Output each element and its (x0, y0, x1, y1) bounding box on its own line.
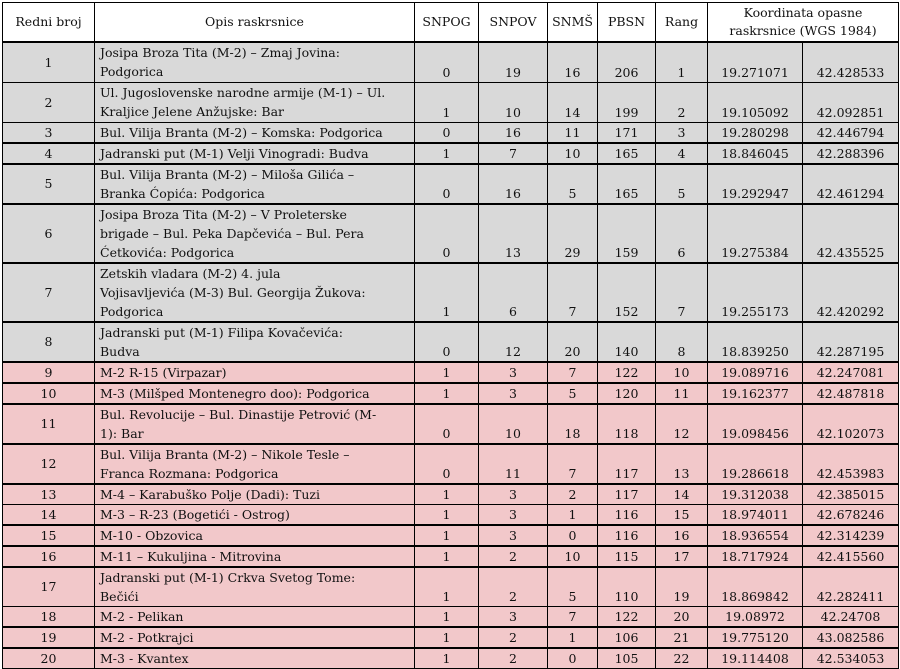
cell-snpov: 3 (479, 607, 548, 628)
table-row (3, 404, 899, 444)
cell-opis (95, 383, 415, 404)
table-row (3, 444, 899, 484)
cell-pbsn: 110 (598, 567, 656, 607)
cell-pbsn: 116 (598, 525, 656, 546)
cell-snpov: 3 (479, 484, 548, 505)
cell-coord-x: 19.312038 (708, 484, 803, 505)
opis-line: M-3 (Milšped Montenegro doo): Podgorica (100, 385, 370, 401)
cell-redni-broj: 17 (3, 567, 95, 607)
cell-redni-broj: 9 (3, 362, 95, 383)
cell-redni-broj: 10 (3, 383, 95, 404)
table-row (3, 484, 899, 505)
cell-opis (95, 122, 415, 143)
opis-line: Bul. Vilija Branta (M-2) – Komska: Podgorica (100, 124, 383, 140)
cell-pbsn: 120 (598, 383, 656, 404)
cell-coord-y: 42.282411 (803, 567, 899, 607)
cell-rang: 12 (656, 404, 708, 444)
cell-snms: 11 (548, 122, 598, 143)
cell-rang: 17 (656, 546, 708, 567)
opis-line: M-3 - Kvantex (100, 651, 189, 666)
cell-rang: 19 (656, 567, 708, 607)
table-row (3, 607, 899, 628)
cell-coord-x: 19.271071 (708, 42, 803, 82)
cell-pbsn: 165 (598, 143, 656, 164)
cell-coord-x: 18.869842 (708, 567, 803, 607)
cell-opis (95, 322, 415, 362)
cell-redni-broj: 6 (3, 204, 95, 263)
cell-snpog: 0 (415, 322, 479, 362)
cell-coord-x: 18.846045 (708, 143, 803, 164)
cell-redni-broj: 1 (3, 42, 95, 82)
cell-rang: 2 (656, 82, 708, 122)
cell-snpov: 3 (479, 383, 548, 404)
cell-snms: 0 (548, 648, 598, 669)
cell-snms: 14 (548, 82, 598, 122)
cell-coord-x: 19.275384 (708, 204, 803, 263)
opis-line: Budva (100, 343, 140, 359)
cell-redni-broj: 8 (3, 322, 95, 362)
cell-opis (95, 143, 415, 164)
cell-pbsn: 118 (598, 404, 656, 444)
cell-redni-broj: 7 (3, 263, 95, 322)
cell-snpov: 16 (479, 122, 548, 143)
table-row (3, 204, 899, 263)
cell-snpov: 2 (479, 567, 548, 607)
cell-snms: 16 (548, 42, 598, 82)
table-row (3, 42, 899, 82)
cell-rang: 7 (656, 263, 708, 322)
cell-snms: 0 (548, 525, 598, 546)
cell-snpog: 1 (415, 648, 479, 669)
cell-rang: 5 (656, 164, 708, 204)
cell-snms: 10 (548, 546, 598, 567)
header-row (3, 3, 899, 43)
opis-line: M-4 – Karabuško Polje (Dadi): Tuzi (100, 486, 320, 502)
cell-opis (95, 525, 415, 546)
header-koordinata: Koordinata opasne raskrsnice (WGS 1984) (708, 3, 899, 43)
cell-snpov: 10 (479, 82, 548, 122)
opis-line: Jadranski put (M-1) Crkva Svetog Tome: (100, 569, 356, 585)
cell-snms: 7 (548, 362, 598, 383)
cell-snpov: 6 (479, 263, 548, 322)
table-row (3, 82, 899, 122)
opis-line: Josipa Broza Tita (M-2) – V Proleterske (100, 206, 347, 222)
cell-pbsn: 165 (598, 164, 656, 204)
cell-snms: 2 (548, 484, 598, 505)
opis-line: Josipa Broza Tita (M-2) – Zmaj Jovina: (100, 45, 340, 61)
cell-pbsn: 117 (598, 444, 656, 484)
cell-coord-x: 19.292947 (708, 164, 803, 204)
opis-line: 1): Bar (100, 425, 144, 441)
opis-line: Jadranski put (M-1) Velji Vinogradi: Budva (100, 145, 369, 161)
table-row (3, 546, 899, 567)
table-row (3, 122, 899, 143)
cell-rang: 10 (656, 362, 708, 383)
cell-snpog: 1 (415, 607, 479, 628)
cell-coord-y: 42.435525 (803, 204, 899, 263)
cell-snpov: 2 (479, 627, 548, 648)
cell-rang: 14 (656, 484, 708, 505)
cell-redni-broj: 15 (3, 525, 95, 546)
cell-opis (95, 444, 415, 484)
cell-coord-y: 42.453983 (803, 444, 899, 484)
cell-pbsn: 199 (598, 82, 656, 122)
cell-coord-x: 19.280298 (708, 122, 803, 143)
cell-coord-x: 19.089716 (708, 362, 803, 383)
cell-opis (95, 362, 415, 383)
cell-coord-x: 18.839250 (708, 322, 803, 362)
cell-rang: 6 (656, 204, 708, 263)
cell-snpog: 0 (415, 122, 479, 143)
cell-snms: 29 (548, 204, 598, 263)
cell-snms: 10 (548, 143, 598, 164)
cell-pbsn: 117 (598, 484, 656, 505)
cell-rang: 21 (656, 627, 708, 648)
cell-redni-broj: 4 (3, 143, 95, 164)
cell-coord-x: 19.08972 (708, 607, 803, 628)
cell-redni-broj: 12 (3, 444, 95, 484)
cell-pbsn: 171 (598, 122, 656, 143)
table-row (3, 164, 899, 204)
cell-snpov: 3 (479, 525, 548, 546)
opis-line: M-2 - Pelikan (100, 609, 184, 624)
cell-snpog: 0 (415, 164, 479, 204)
opis-line: brigade – Bul. Peka Dapčevića – Bul. Pera (100, 225, 364, 241)
opis-line: Zetskih vladara (M-2) 4. jula (100, 265, 281, 281)
cell-snpog: 1 (415, 525, 479, 546)
cell-coord-y: 42.678246 (803, 504, 899, 525)
cell-snpov: 3 (479, 362, 548, 383)
cell-coord-y: 42.102073 (803, 404, 899, 444)
table-row (3, 627, 899, 648)
cell-opis (95, 404, 415, 444)
cell-coord-y: 42.385015 (803, 484, 899, 505)
header-snms: SNMŠ (548, 3, 598, 43)
cell-snms: 7 (548, 607, 598, 628)
cell-rang: 13 (656, 444, 708, 484)
cell-coord-y: 42.092851 (803, 82, 899, 122)
cell-coord-y: 42.428533 (803, 42, 899, 82)
opis-line: Ćetkovića: Podgorica (100, 244, 235, 260)
header-rang: Rang (656, 3, 708, 43)
cell-opis (95, 82, 415, 122)
cell-snpog: 0 (415, 404, 479, 444)
cell-pbsn: 159 (598, 204, 656, 263)
cell-opis (95, 204, 415, 263)
cell-coord-x: 19.114408 (708, 648, 803, 669)
cell-rang: 20 (656, 607, 708, 628)
cell-coord-x: 19.098456 (708, 404, 803, 444)
opis-line: Branka Ćopića: Podgorica (100, 185, 265, 201)
cell-snpog: 1 (415, 143, 479, 164)
header-opis: Opis raskrsnice (95, 3, 415, 43)
cell-snpov: 2 (479, 546, 548, 567)
cell-snpog: 0 (415, 444, 479, 484)
opis-line: M-2 R-15 (Virpazar) (100, 364, 227, 380)
opis-line: M-11 – Kukuljina - Mitrovina (100, 548, 282, 564)
cell-snpog: 1 (415, 627, 479, 648)
cell-coord-x: 18.936554 (708, 525, 803, 546)
cell-coord-y: 42.534053 (803, 648, 899, 669)
cell-opis (95, 607, 415, 628)
opis-line: Bečići (100, 588, 139, 604)
cell-opis (95, 546, 415, 567)
cell-snpog: 1 (415, 567, 479, 607)
cell-snpov: 16 (479, 164, 548, 204)
cell-snpov: 19 (479, 42, 548, 82)
cell-coord-y: 42.288396 (803, 143, 899, 164)
cell-snpov: 12 (479, 322, 548, 362)
cell-opis (95, 567, 415, 607)
cell-snpog: 1 (415, 82, 479, 122)
cell-coord-x: 19.255173 (708, 263, 803, 322)
table-row (3, 383, 899, 404)
cell-pbsn: 122 (598, 362, 656, 383)
table-row (3, 648, 899, 669)
cell-opis (95, 504, 415, 525)
cell-snpog: 1 (415, 383, 479, 404)
cell-snpog: 0 (415, 42, 479, 82)
cell-pbsn: 106 (598, 627, 656, 648)
cell-pbsn: 105 (598, 648, 656, 669)
cell-coord-y: 42.314239 (803, 525, 899, 546)
cell-redni-broj: 14 (3, 504, 95, 525)
cell-snms: 5 (548, 383, 598, 404)
cell-snms: 1 (548, 627, 598, 648)
cell-snpov: 7 (479, 143, 548, 164)
opis-line: Franca Rozmana: Podgorica (100, 465, 279, 481)
cell-coord-x: 18.974011 (708, 504, 803, 525)
cell-snpog: 1 (415, 263, 479, 322)
opis-line: Podgorica (100, 303, 164, 319)
cell-snms: 7 (548, 444, 598, 484)
cell-snpov: 2 (479, 648, 548, 669)
cell-coord-y: 42.287195 (803, 322, 899, 362)
cell-pbsn: 115 (598, 546, 656, 567)
opis-line: M-10 - Obzovica (100, 527, 203, 543)
cell-coord-y: 42.446794 (803, 122, 899, 143)
cell-rang: 8 (656, 322, 708, 362)
cell-snpog: 1 (415, 546, 479, 567)
cell-snms: 7 (548, 263, 598, 322)
table-body (3, 42, 899, 669)
cell-redni-broj: 20 (3, 648, 95, 669)
cell-pbsn: 122 (598, 607, 656, 628)
cell-snms: 1 (548, 504, 598, 525)
header-redni-broj: Redni broj (3, 3, 95, 43)
cell-opis (95, 484, 415, 505)
cell-rang: 4 (656, 143, 708, 164)
cell-redni-broj: 16 (3, 546, 95, 567)
cell-coord-y: 42.415560 (803, 546, 899, 567)
cell-redni-broj: 19 (3, 627, 95, 648)
header-snpov: SNPOV (479, 3, 548, 43)
cell-redni-broj: 5 (3, 164, 95, 204)
cell-coord-y: 42.24708 (803, 607, 899, 628)
cell-opis (95, 164, 415, 204)
cell-rang: 3 (656, 122, 708, 143)
opis-line: Bul. Vilija Branta (M-2) – Miloša Gilića – (100, 166, 355, 182)
cell-snpog: 1 (415, 484, 479, 505)
cell-coord-x: 19.286618 (708, 444, 803, 484)
table-row (3, 263, 899, 322)
cell-pbsn: 152 (598, 263, 656, 322)
table-row (3, 143, 899, 164)
opis-line: Kraljice Jelene Anžujske: Bar (100, 104, 285, 119)
opis-line: Ul. Jugoslovenske narodne armije (M-1) – Ul. (100, 85, 386, 100)
table-row (3, 525, 899, 546)
table-row (3, 322, 899, 362)
cell-snpov: 11 (479, 444, 548, 484)
cell-rang: 11 (656, 383, 708, 404)
cell-coord-y: 42.247081 (803, 362, 899, 383)
cell-opis (95, 42, 415, 82)
cell-pbsn: 206 (598, 42, 656, 82)
cell-pbsn: 116 (598, 504, 656, 525)
cell-pbsn: 140 (598, 322, 656, 362)
table-row (3, 567, 899, 607)
header-pbsn: PBSN (598, 3, 656, 43)
table-row (3, 504, 899, 525)
opis-line: Bul. Revolucije – Bul. Dinastije Petrović (M- (100, 406, 377, 422)
cell-opis (95, 627, 415, 648)
cell-rang: 1 (656, 42, 708, 82)
cell-snms: 20 (548, 322, 598, 362)
cell-redni-broj: 3 (3, 122, 95, 143)
cell-snms: 5 (548, 567, 598, 607)
cell-coord-y: 42.461294 (803, 164, 899, 204)
intersections-table (2, 2, 899, 669)
cell-snpog: 1 (415, 504, 479, 525)
cell-rang: 22 (656, 648, 708, 669)
cell-redni-broj: 13 (3, 484, 95, 505)
cell-coord-y: 43.082586 (803, 627, 899, 648)
cell-snms: 18 (548, 404, 598, 444)
opis-line: M-3 – R-23 (Bogetići - Ostrog) (100, 506, 290, 522)
cell-opis (95, 263, 415, 322)
cell-snpov: 10 (479, 404, 548, 444)
opis-line: Jadranski put (M-1) Filipa Kovačevića: (100, 324, 343, 340)
cell-coord-x: 19.162377 (708, 383, 803, 404)
cell-snpov: 13 (479, 204, 548, 263)
cell-rang: 15 (656, 504, 708, 525)
cell-redni-broj: 11 (3, 404, 95, 444)
cell-coord-y: 42.487818 (803, 383, 899, 404)
cell-snpog: 1 (415, 362, 479, 383)
cell-opis (95, 648, 415, 669)
opis-line: Bul. Vilija Branta (M-2) – Nikole Tesle – (100, 446, 350, 462)
cell-snms: 5 (548, 164, 598, 204)
opis-line: Vojisavljevića (M-3) Bul. Georgija Žukova: (100, 284, 366, 300)
cell-coord-y: 42.420292 (803, 263, 899, 322)
cell-rang: 16 (656, 525, 708, 546)
cell-coord-x: 18.717924 (708, 546, 803, 567)
header-snpog: SNPOG (415, 3, 479, 43)
opis-line: Podgorica (100, 64, 164, 80)
cell-snpov: 3 (479, 504, 548, 525)
cell-redni-broj: 18 (3, 607, 95, 628)
cell-coord-x: 19.105092 (708, 82, 803, 122)
cell-coord-x: 19.775120 (708, 627, 803, 648)
cell-redni-broj: 2 (3, 82, 95, 122)
table-row (3, 362, 899, 383)
cell-snpog: 0 (415, 204, 479, 263)
opis-line: M-2 - Potkrajci (100, 630, 194, 645)
